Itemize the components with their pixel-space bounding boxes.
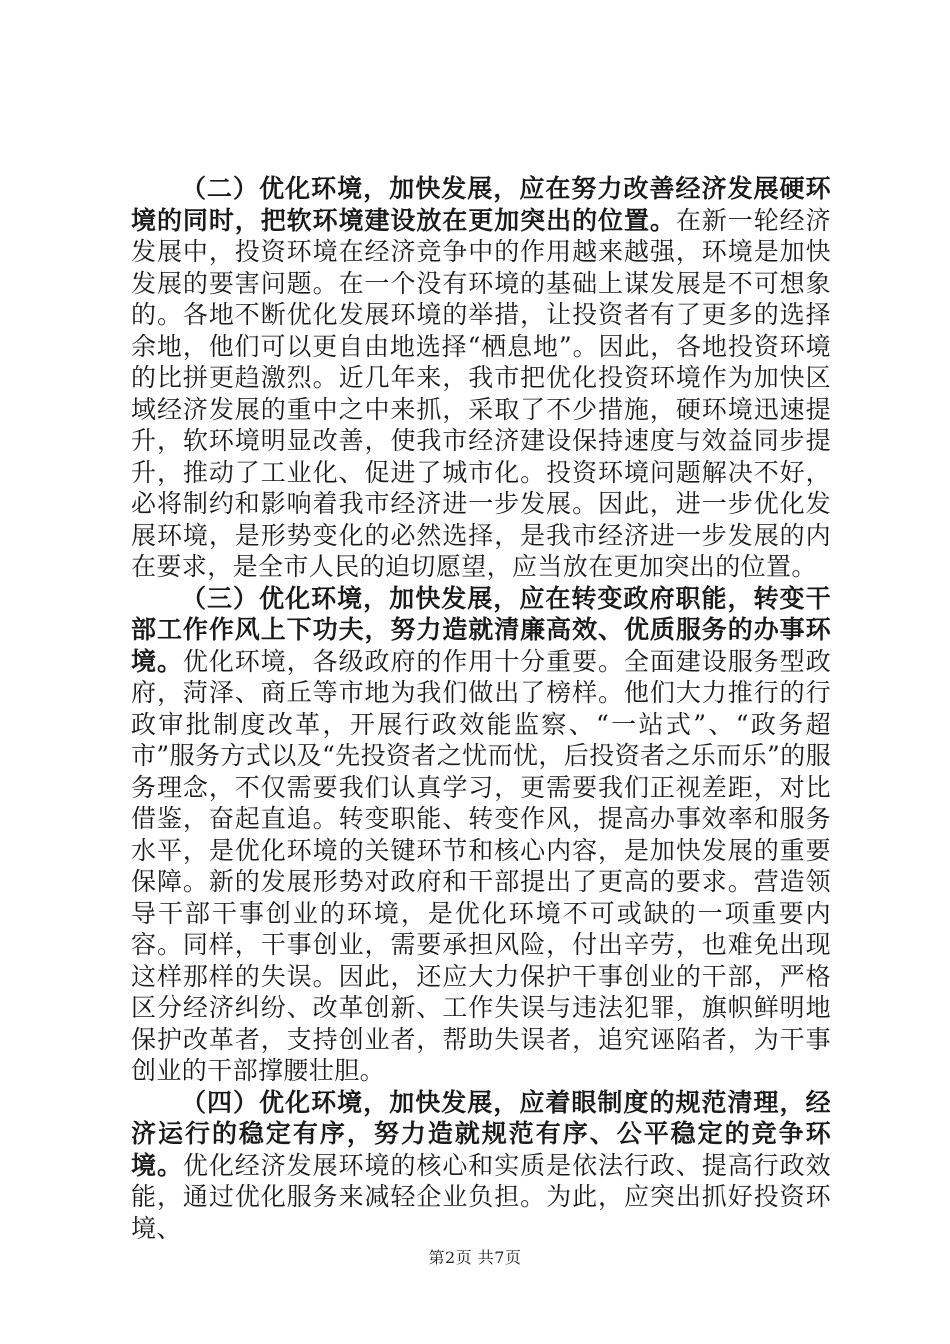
document-body <box>131 173 831 1244</box>
section-2-heading: （二）优化环境，加快发展，应在努力改善经济发展硬环境的同时，把软环境建设放在更加突出的位置。 <box>131 174 831 235</box>
section-3-body: 优化环境，各级政府的作用十分重要。全面建设服务型政府，菏泽、商丘等市地为我们做出了榜样。他们大力推行的行政审批制度改革，开展行政效能监察、“一站式”、“政务超市”服务方式以及“先投资者之忧而忧，后投资者之乐而乐”的服务理念，不仅需要我们认真学习，更需要我们正视差距，对比借鉴，奋起直追。转变职能、转变作风，提高办事效率和服务水平，是优化环境的关键环节和核心内容，是加快发展的重要保障。新的发展形势对政府和干部提出了更高的要求。营造领导干部干事创业的环境，是优化环境不可或缺的一项重要内容。同样，干事创业，需要承担风险，付出辛劳，也难免出现这样那样的失误。因此，还应大力保护干事创业的干部，严格区分经济纠纷、改革创新、工作失误与违法犯罪，旗帜鲜明地保护改革者，支持创业者，帮助失误者，追究诬陷者，为干事创业的干部撑腰壮胆。 <box>131 646 831 1085</box>
paragraph-section-2 <box>131 173 831 583</box>
paragraph-section-4 <box>131 1087 831 1245</box>
section-3-heading: （三）优化环境，加快发展，应在转变政府职能，转变干部工作作风上下功夫，努力造就清廉高效、优质服务的办事环境。 <box>131 583 831 676</box>
section-2-body: 在新一轮经济发展中，投资环境在经济竞争中的作用越来越强，环境是加快发展的要害问题。在一个没有环境的基础上谋发展是不可想象的。各地不断优化发展环境的举措，让投资者有了更多的选择余地，他们可以更自由地选择“栖息地”。因此，各地投资环境的比拼更趋激烈。近几年来，我市把优化投资环境作为加快区域经济发展的重中之中来抓，采取了不少措施，硬环境迅速提升，软环境明显改善，使我市经济建设保持速度与效益同步提升，推动了工业化、促进了城市化。投资环境问题解决不好，必将制约和影响着我市经济进一步发展。因此，进一步优化发展环境，是形势变化的必然选择，是我市经济进一步发展的内在要求，是全市人民的迫切愿望，应当放在更加突出的位置。 <box>131 205 832 581</box>
section-4-body: 优化经济发展环境的核心和实质是依法行政、提高行政效能，通过优化服务来减轻企业负担。为此，应突出抓好投资环境、 <box>131 1150 831 1243</box>
paragraph-section-3 <box>131 583 831 1087</box>
page-footer: 第2页 共7页 <box>428 1248 522 1267</box>
section-4-heading: （四）优化环境，加快发展，应着眼制度的规范清理，经济运行的稳定有序，努力造就规范有序、公平稳定的竞争环境。 <box>131 1087 831 1180</box>
